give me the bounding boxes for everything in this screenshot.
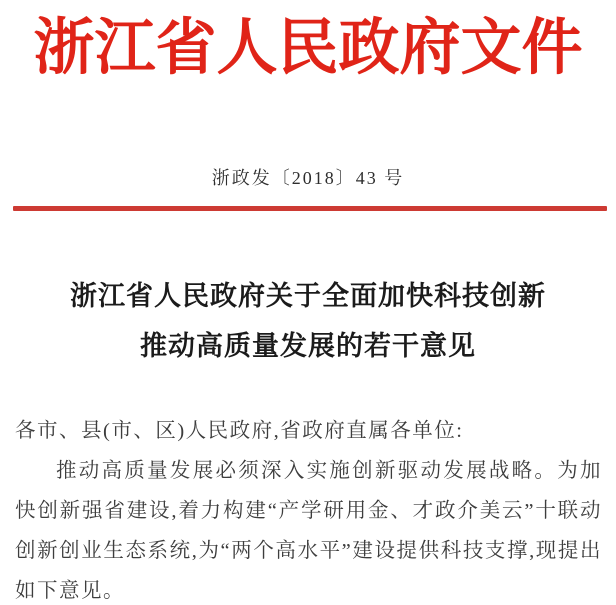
document-title-line-2: 推动高质量发展的若干意见 (140, 331, 476, 361)
document-title (0, 271, 616, 371)
document-body (15, 411, 602, 605)
document-title-line-1: 浙江省人民政府关于全面加快科技创新 (70, 281, 546, 311)
government-masthead: 浙江省人民政府文件 (33, 15, 583, 82)
addressee-line: 各市、县(市、区)人民政府,省政府直属各单位: (15, 420, 464, 442)
body-paragraph: 推动高质量发展必须深入实施创新驱动发展战略。为加快创新强省建设,着力构建“产学研用金、才政介美云”十联动创新创业生态系统,为“两个高水平”建设提供科技支撑,现提出如下意见。 (15, 460, 602, 602)
document-number: 浙政发〔2018〕43 号 (211, 168, 405, 188)
red-divider-rule (13, 206, 607, 211)
